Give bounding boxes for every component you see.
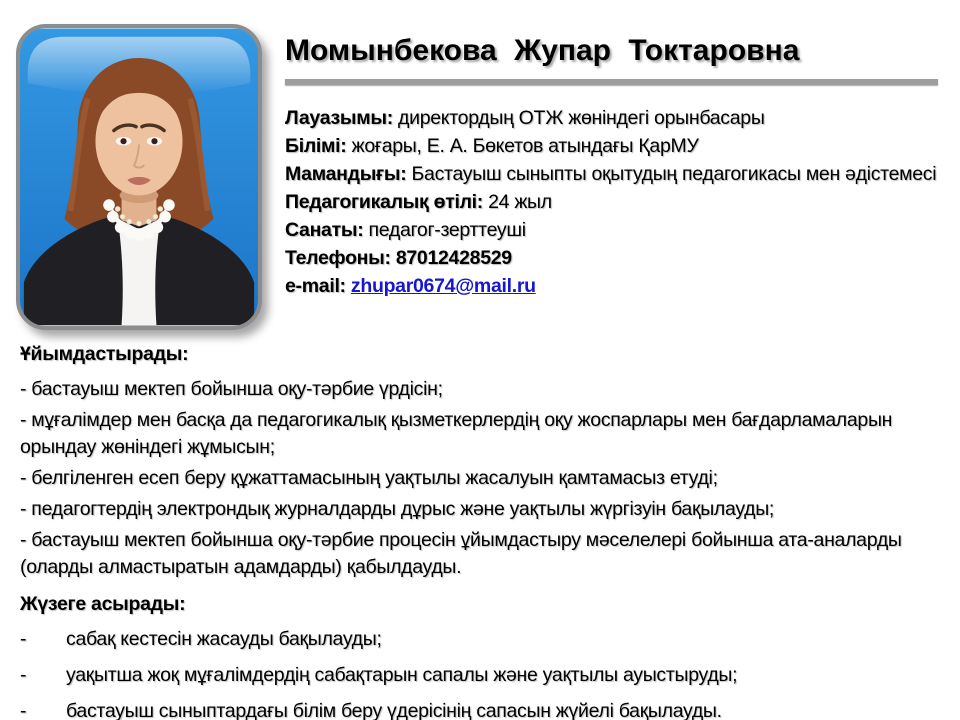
duty-item: - белгіленген есеп беру құжаттамасының уақтылы жасалуын қамтамасыз етуді; bbox=[20, 467, 718, 489]
duty-item-text: бастауыш сыныптардағы білім беру үдерісінің сапасын жүйелі бақылауды. bbox=[66, 700, 722, 720]
detail-label: Лауазымы: bbox=[285, 107, 393, 129]
detail-value: 24 жыл bbox=[488, 191, 552, 213]
section-heading: Ұйымдастырады: bbox=[20, 343, 189, 365]
duties-sections bbox=[20, 341, 942, 720]
duty-item: - педагогтердің электрондық журналдарды дұрыс және уақтылы жүргізуін бақылауды; bbox=[20, 498, 775, 520]
detail-value: педагог-зерттеуші bbox=[368, 219, 526, 241]
section-heading: Жүзеге асырады: bbox=[20, 593, 186, 615]
detail-row bbox=[285, 132, 937, 160]
detail-row bbox=[285, 188, 937, 216]
header bbox=[285, 34, 938, 85]
duty-section bbox=[20, 341, 942, 581]
detail-row bbox=[285, 272, 937, 300]
title-separator bbox=[285, 79, 938, 85]
detail-label: Педагогикалық өтілі: bbox=[285, 191, 483, 213]
detail-label: Білімі: bbox=[285, 135, 347, 157]
dash-marker: - bbox=[20, 700, 27, 720]
detail-row bbox=[285, 244, 937, 272]
dash-marker: - bbox=[20, 628, 27, 650]
detail-row bbox=[285, 160, 937, 188]
detail-value: директордың ОТЖ жөніндегі орынбасары bbox=[398, 107, 765, 129]
detail-value: Бастауыш сыныпты оқытудың педагогикасы мен әдістемесі bbox=[411, 163, 937, 185]
duty-item-text: сабақ кестесін жасауды бақылауды; bbox=[66, 628, 382, 650]
detail-value: 87012428529 bbox=[395, 247, 512, 269]
detail-row bbox=[285, 104, 937, 132]
woman-portrait-illustration bbox=[20, 28, 258, 326]
duty-item: - бастауыш мектеп бойынша оқу-тәрбие үрдісін; bbox=[20, 378, 443, 400]
detail-label: e-mail: bbox=[285, 275, 346, 297]
duty-item: - мұғалімдер мен басқа да педагогикалық қызметкерлердің оқу жоспарлары мен бағдарламаларын орындау жөніндегі жұмысын; bbox=[20, 409, 893, 458]
detail-label: Телефоны: bbox=[285, 247, 391, 269]
detail-label: Санаты: bbox=[285, 219, 364, 241]
detail-value: жоғары, Е. А. Бөкетов атындағы ҚарМУ bbox=[351, 135, 699, 157]
duty-item bbox=[20, 698, 942, 720]
duty-item bbox=[20, 662, 942, 689]
profile-photo-frame bbox=[16, 24, 262, 330]
profile-details bbox=[285, 104, 937, 300]
duty-item bbox=[20, 626, 942, 653]
person-name-title: Момынбекова Жупар Токтаровна bbox=[285, 34, 800, 67]
duty-item: - бастауыш мектеп бойынша оқу-тәрбие процесін ұйымдастыру мәселелері бойынша ата-аналарды (оларды алмастыратын адамдарды) қабылдауды. bbox=[20, 529, 902, 578]
detail-row bbox=[285, 216, 937, 244]
duty-item-text: уақытша жоқ мұғалімдердің сабақтарын сапалы және уақтылы ауыстыруды; bbox=[66, 664, 738, 686]
email-link[interactable]: zhupar0674@mail.ru bbox=[350, 275, 536, 297]
detail-label: Мамандығы: bbox=[285, 163, 407, 185]
duty-section bbox=[20, 591, 942, 720]
dash-marker: - bbox=[20, 664, 27, 686]
